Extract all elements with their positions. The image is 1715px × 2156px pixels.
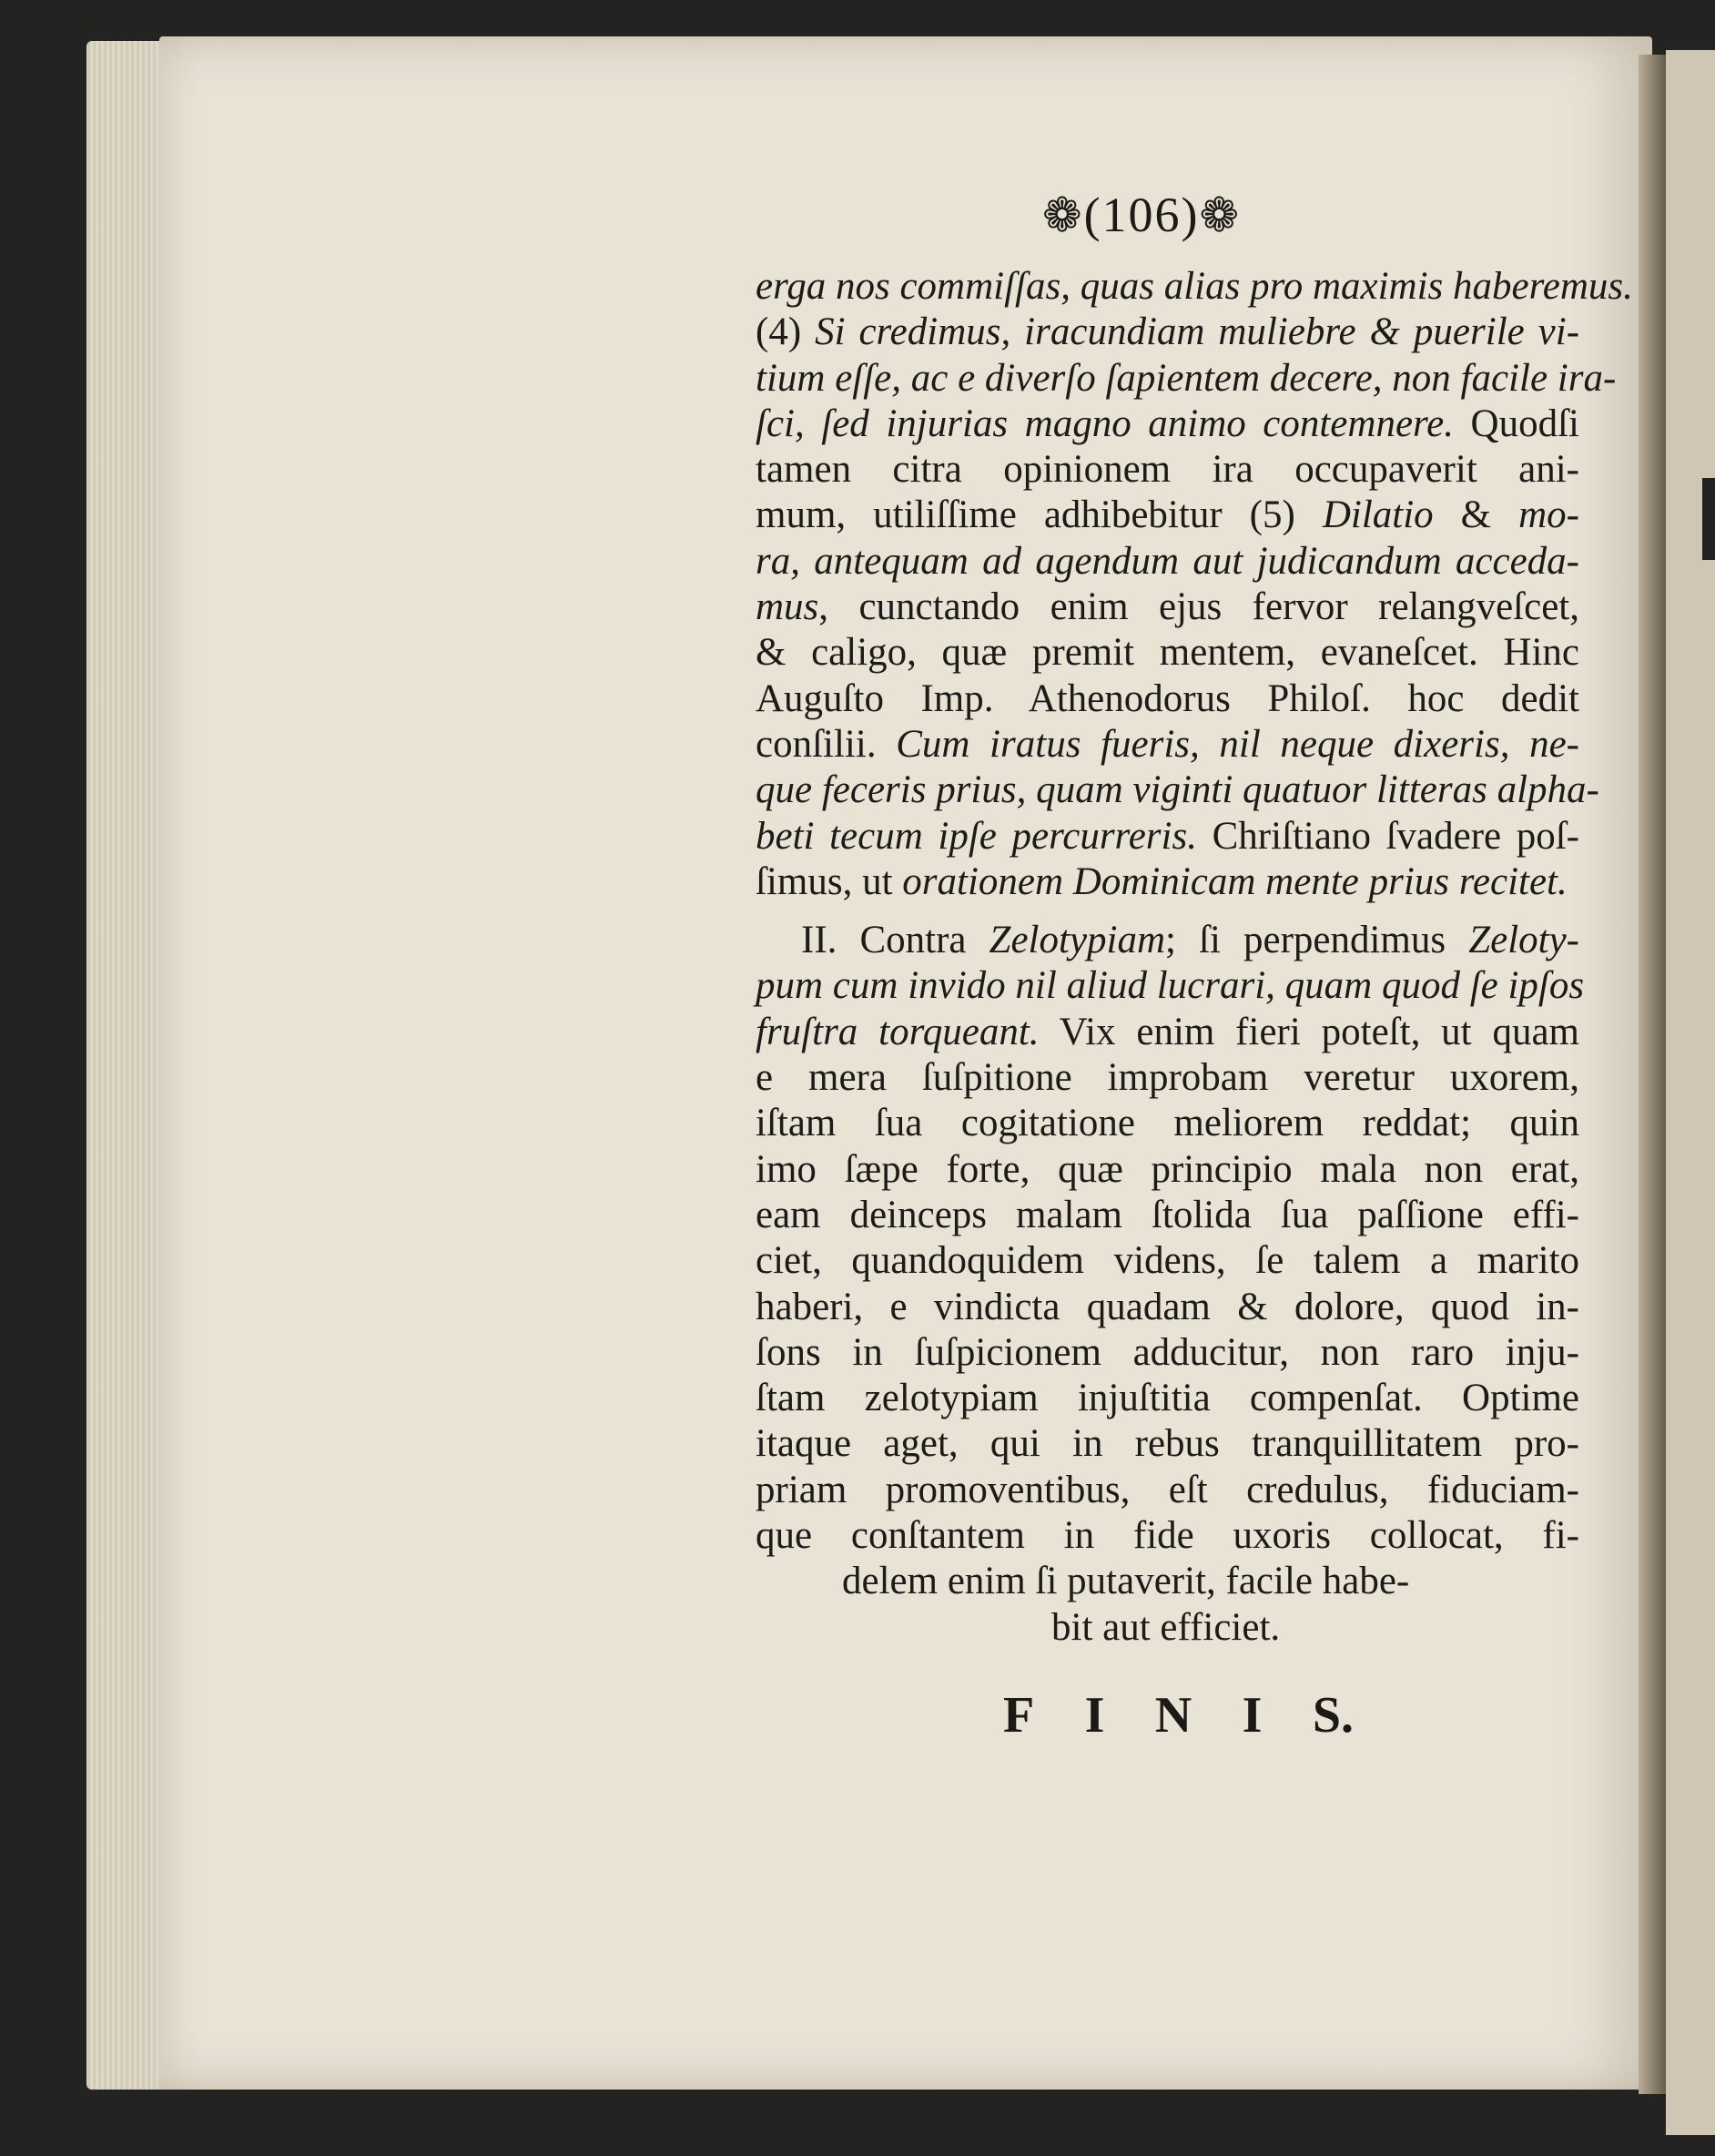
roman-text: mum, utiliſſime adhibebitur (5) [756,493,1323,537]
roman-text: que conſtantem in fide uxoris collocat, fi- [756,1514,1579,1558]
roman-text: haberi, e vindicta quadam & dolore, quod in- [756,1285,1579,1328]
roman-text: ſimus, ut [756,859,903,903]
text-line [756,1238,1579,1284]
roman-text: & [1433,493,1519,537]
roman-text: (4) [756,310,816,354]
text-line [756,676,1579,722]
text-line [756,310,1579,355]
italic-text: ſci, ſed injurias magno animo contemnere. [756,402,1455,445]
italic-text: pum cum invido nil aliud lucrari, quam quod ſe ipſos [756,964,1585,1008]
roman-text: , cunctando enim ejus fervor relangveſcet, [818,585,1579,629]
text-line [756,1513,1579,1559]
text-line [756,722,1579,768]
roman-text: ſons in ſuſpicionem adducitur, non raro inju- [756,1330,1579,1374]
italic-text: orationem Dominicam mente prius recitet. [902,859,1568,903]
italic-text: mus [756,585,819,629]
finis-letter: N [1154,1687,1192,1744]
facing-page-letter-fragment [1702,478,1715,560]
italic-text: Zelotypiam [989,919,1166,962]
italic-text: Dilatio [1322,493,1434,537]
roman-text: Vix enim fieri poteſt, ut quam [1039,1010,1579,1053]
roman-text: itaque aget, qui in rebus tranquillitatem pro- [756,1422,1579,1466]
text-line [756,493,1579,538]
text-line [756,963,1585,1009]
text-line [756,264,1633,310]
italic-text: erga nos commiſſas, quas alias pro maximis haberemus. [756,265,1633,308]
text-line [756,1010,1579,1055]
text-line [756,1285,1579,1330]
text-line [756,630,1579,676]
text-line [756,918,1579,963]
italic-text: Zeloty- [1468,919,1579,962]
roman-text: iſtam ſua cogitatione meliorem reddat; quin [756,1102,1579,1145]
finis-letter: F [1003,1687,1035,1744]
italic-text: mo- [1518,493,1579,537]
text-line [756,585,1579,630]
finis-letter: I [1084,1687,1105,1744]
italic-text: Si credimus, iracundiam muliebre & puerile vi- [815,310,1580,354]
text-line [756,1559,1579,1604]
text-line [756,1101,1579,1146]
text-line [756,402,1579,447]
roman-text: Auguſto Imp. Athenodorus Philoſ. hoc dedit [756,676,1579,720]
roman-text: tamen citra opinionem ira occupaverit ani- [756,448,1579,492]
roman-text: imo ſæpe forte, quæ principio mala non erat, [756,1147,1579,1191]
roman-text: delem enim ſi putaverit, facile habe- [842,1560,1410,1603]
text-line [756,814,1579,859]
roman-text: II. Contra [801,919,989,962]
finis-letter: S. [1312,1687,1354,1744]
italic-text: Cum iratus fueris, nil neque dixeris, ne- [896,722,1579,766]
roman-text: & caligo, quæ premit mentem, evaneſcet. Hinc [756,631,1579,675]
facing-page-edge [1666,50,1715,2135]
text-line [756,1193,1579,1238]
ornament-left-icon: ❁ [1042,190,1084,242]
ornament-right-icon: ❁ [1199,190,1242,242]
italic-text: tium eſſe, ac e diverſo ſapientem decere, non facile ira- [756,356,1617,400]
text-line [756,1376,1579,1421]
italic-text: que feceris prius, quam viginti quatuor litteras alpha- [756,768,1599,812]
text-line [756,356,1617,402]
text-line [756,1605,1579,1651]
body-text [756,264,1633,1651]
text-line [756,539,1579,585]
text-line [756,859,1579,905]
text-line [756,1468,1579,1513]
roman-text: ſtam zelotypiam injuſtitia compenſat. Optime [756,1377,1579,1420]
roman-text: Chriſtiano ſvadere poſ- [1196,814,1579,858]
roman-text: ciet, quandoquidem videns, ſe talem a marito [756,1239,1579,1283]
roman-text: e mera ſuſpitione improbam veretur uxorem, [756,1056,1579,1100]
text-line [756,1421,1579,1467]
finis-colophon [1003,1686,1354,1744]
italic-text: fruſtra torqueant. [756,1010,1040,1053]
text-line [756,1330,1579,1376]
italic-text: beti tecum ipſe percurreris. [756,814,1197,858]
page-stack-edge [86,41,168,2090]
italic-text: ra, antequam ad agendum aut judicandum acceda- [756,539,1579,583]
text-line [756,1055,1579,1101]
roman-text: eam deinceps malam ſtolida ſua paſſione effi- [756,1193,1579,1236]
roman-text: ; ſi perpendimus [1165,919,1469,962]
page-number: (106) [1083,188,1200,242]
text-line [756,1147,1579,1193]
roman-text: Quodſi [1454,402,1579,445]
text-line [756,447,1579,493]
roman-text: conſilii. [756,722,897,766]
page-header [1042,187,1241,243]
finis-letter: I [1242,1687,1263,1744]
text-line [756,768,1599,813]
roman-text: priam promoventibus, eſt credulus, fiduciam- [756,1468,1579,1511]
roman-text: bit aut efficiet. [1051,1605,1281,1649]
